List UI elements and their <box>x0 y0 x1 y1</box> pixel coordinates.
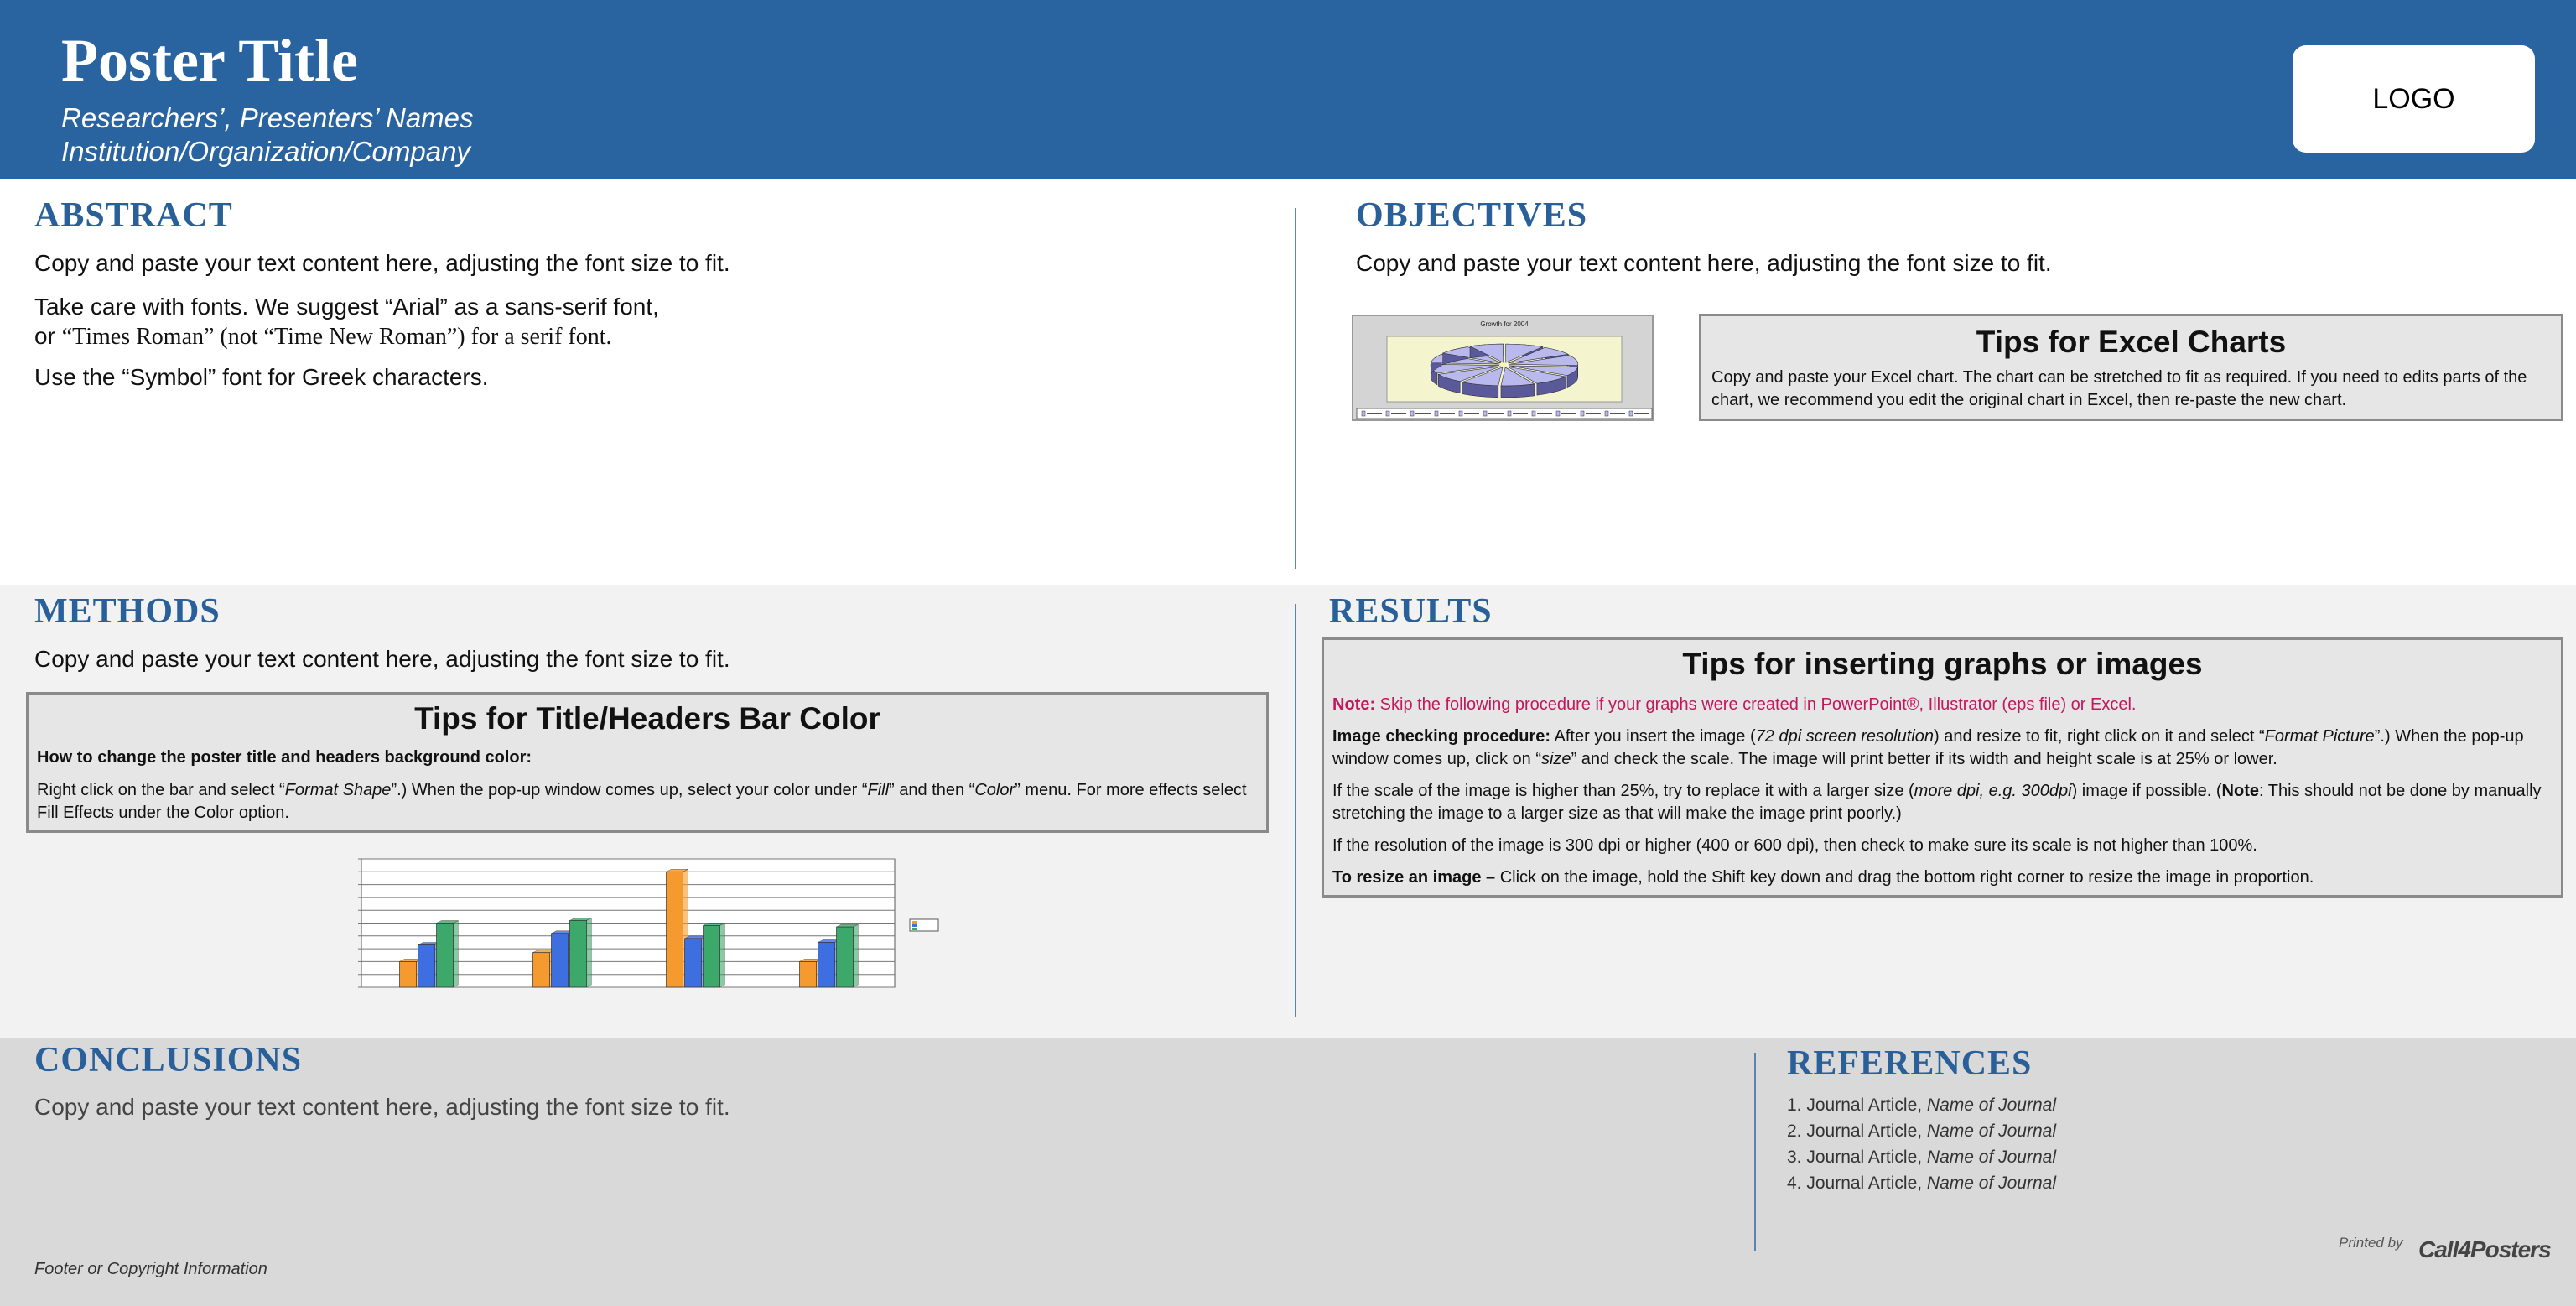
pie-legend-swatch <box>1483 411 1487 416</box>
abstract-p1: Copy and paste your text content here, adjusting the font size to fit. <box>34 250 730 276</box>
tips-text-a: Right click on the bar and select “ <box>37 781 285 799</box>
pie-legend-swatch <box>1581 411 1584 416</box>
tips-text-format-shape: Format Shape <box>284 781 392 799</box>
bar-legend-swatch <box>912 924 917 927</box>
pie-legend-label <box>1367 413 1382 414</box>
tips-text-fill: Fill <box>867 781 890 799</box>
abstract-p2-or: or <box>34 323 55 349</box>
bar <box>437 924 454 988</box>
pie-legend-label <box>1586 413 1601 414</box>
reference-num: 3. Journal Article, <box>1787 1147 1927 1167</box>
image-tips-p4 <box>1332 866 2553 889</box>
bar-legend-swatch <box>912 928 917 930</box>
abstract-title: ABSTRACT <box>34 196 233 235</box>
bar <box>418 945 435 987</box>
pie-chart[interactable] <box>1352 315 1654 421</box>
pie-legend-swatch <box>1410 411 1414 416</box>
reference-item <box>1787 1144 2056 1170</box>
logo-box[interactable] <box>2293 45 2535 153</box>
image-tips-note <box>1332 694 2553 716</box>
pie-legend-swatch <box>1629 411 1633 416</box>
pie-legend-label <box>1488 413 1504 414</box>
p1-em1: 72 dpi screen resolution <box>1755 727 1934 746</box>
brand-logo: Call4Posters <box>2418 1236 2551 1262</box>
pie-legend-label <box>1464 413 1479 414</box>
abstract-p2-line1: Take care with fonts. We suggest “Arial” as a sans-serif font, <box>34 294 659 320</box>
header-color-tips-title: Tips for Title/Headers Bar Color <box>414 701 880 736</box>
pie-legend-label <box>1537 413 1552 414</box>
methods-title: METHODS <box>34 592 221 631</box>
institution: Institution/Organization/Company <box>61 136 470 167</box>
reference-journal: Name of Journal <box>1926 1121 2056 1141</box>
pie-chart-title: Growth for 2004 <box>1480 320 1529 328</box>
bar <box>552 934 569 987</box>
pie-legend-label <box>1415 413 1431 414</box>
pie-legend-swatch <box>1386 411 1389 416</box>
reference-num: 2. Journal Article, <box>1787 1121 1927 1141</box>
header-color-tips-subtitle: How to change the poster title and headers background color: <box>37 748 532 767</box>
conclusions-title: CONCLUSIONS <box>34 1041 303 1080</box>
image-tips-p3: If the resolution of the image is 300 dpi or higher (400 or 600 dpi), then check to make sure its scale is not higher than 100%. <box>1332 836 2257 855</box>
image-tips-p2 <box>1332 780 2553 825</box>
reference-item <box>1787 1170 2056 1196</box>
reference-item <box>1787 1118 2056 1144</box>
image-tips-p1 <box>1332 726 2553 771</box>
pie-slice-side <box>1501 384 1535 398</box>
references-list <box>1787 1092 2056 1196</box>
bar <box>667 872 683 987</box>
presenter-names: Researchers’, Presenters’ Names <box>61 102 474 133</box>
header-color-tips-text <box>37 779 1258 825</box>
logo-text: LOGO <box>2372 82 2455 115</box>
results-title: RESULTS <box>1329 592 1493 631</box>
bar-side <box>720 924 725 987</box>
divider-bottom <box>1754 1053 1756 1251</box>
bar <box>704 926 720 987</box>
footer-text: Footer or Copyright Information <box>34 1260 267 1278</box>
bar <box>837 927 854 987</box>
excel-tips-box <box>1699 314 2563 421</box>
p2-bold: Note <box>2221 782 2259 800</box>
divider-middle <box>1295 604 1296 1017</box>
abstract-p2-serif: “Times Roman” (not “Time New Roman”) for a serif font. <box>61 324 612 350</box>
reference-item <box>1787 1092 2056 1118</box>
abstract-p2-line2 <box>34 321 1259 351</box>
tips-text-d: ” menu. For more effects select Fill Effects under the Color option. <box>37 781 1247 822</box>
pie-legend-swatch <box>1362 411 1365 416</box>
pie-legend-swatch <box>1459 411 1462 416</box>
bar-legend-swatch <box>912 921 917 924</box>
pie-legend-swatch <box>1605 411 1608 416</box>
p4-label: To resize an image – <box>1332 868 1496 887</box>
reference-journal: Name of Journal <box>1926 1095 2056 1115</box>
p2-a: If the scale of the image is higher than 25%, try to replace it with a larger size ( <box>1332 782 1914 800</box>
bar-side <box>454 921 459 988</box>
bar-side <box>854 924 859 987</box>
reference-journal: Name of Journal <box>1926 1173 2056 1193</box>
image-tips-box <box>1322 637 2563 898</box>
pie-legend-swatch <box>1532 411 1535 416</box>
bar <box>400 961 417 987</box>
bar <box>800 961 817 987</box>
p4-text: Click on the image, hold the Shift key down and drag the bottom right corner to resize the image in proportion. <box>1495 868 2314 887</box>
pie-legend-label <box>1513 413 1528 414</box>
excel-tips-text: Copy and paste your Excel chart. The chart can be stretched to fit as required. If you need to edits parts of the chart, we recommend you edit the original chart in Excel, then re-paste the new chart. <box>1711 368 2527 409</box>
bar-side <box>587 918 592 987</box>
p1-b: ) and resize to fit, right click on it and select “ <box>1934 727 2265 746</box>
objectives-title: OBJECTIVES <box>1356 196 1588 235</box>
conclusions-p1: Copy and paste your text content here, adjusting the font size to fit. <box>34 1094 730 1120</box>
bar <box>818 942 835 987</box>
bar <box>533 953 550 987</box>
pie-legend-label <box>1610 413 1625 414</box>
pie-legend-swatch <box>1556 411 1560 416</box>
divider-top <box>1295 208 1296 569</box>
pie-legend-swatch <box>1508 411 1511 416</box>
p2-c: : This should not be done by manually stretching the image to a larger size as that will make the image print poorly.) <box>1332 782 2542 823</box>
p1-label: Image checking procedure: <box>1332 727 1551 746</box>
methods-p1: Copy and paste your text content here, adjusting the font size to fit. <box>34 646 730 672</box>
p1-em3: size <box>1540 750 1571 768</box>
note-text: Skip the following procedure if your graphs were created in PowerPoint®, Illustrator (eps file) or Excel. <box>1375 695 2137 714</box>
abstract-p3: Use the “Symbol” font for Greek characters. <box>34 364 489 390</box>
header-bar[interactable] <box>0 0 2576 179</box>
printed-by: Printed by <box>2339 1235 2403 1251</box>
header-color-tips-box <box>26 692 1269 833</box>
reference-journal: Name of Journal <box>1926 1147 2056 1167</box>
image-tips-title: Tips for inserting graphs or images <box>1682 647 2203 681</box>
references-title: REFERENCES <box>1787 1044 2033 1083</box>
bar <box>685 939 702 987</box>
p1-em2: Format Picture <box>2264 727 2375 746</box>
tips-text-c: ” and then “ <box>889 781 975 799</box>
note-label: Note: <box>1332 695 1376 714</box>
bottom-band <box>0 1038 2576 1306</box>
poster-title: Poster Title <box>61 27 358 94</box>
reference-num: 4. Journal Article, <box>1787 1173 1927 1193</box>
tips-text-color: Color <box>974 781 1015 799</box>
bar <box>570 920 587 987</box>
abstract-p2 <box>34 292 1259 351</box>
excel-tips-title: Tips for Excel Charts <box>1976 325 2287 359</box>
tips-text-b: ”.) When the pop-up window comes up, select your color under “ <box>391 781 868 799</box>
p1-a: After you insert the image ( <box>1550 727 1756 746</box>
bar-chart[interactable] <box>331 851 948 997</box>
pie-legend-label <box>1561 413 1576 414</box>
p1-c: ”.) When the pop-up window comes up, click on “ <box>1332 727 2524 768</box>
reference-num: 1. Journal Article, <box>1787 1095 1927 1115</box>
objectives-p1: Copy and paste your text content here, adjusting the font size to fit. <box>1356 250 2052 276</box>
pie-legend-label <box>1391 413 1406 414</box>
p1-d: ” and check the scale. The image will print better if its width and height scale is at 25% or lower. <box>1571 750 2277 768</box>
pie-legend-label <box>1634 413 1649 414</box>
pie-legend-label <box>1440 413 1455 414</box>
pie-legend-swatch <box>1435 411 1438 416</box>
p2-em: more dpi, e.g. 300dpi <box>1914 782 2072 800</box>
p2-b: ) image if possible. ( <box>2071 782 2222 800</box>
